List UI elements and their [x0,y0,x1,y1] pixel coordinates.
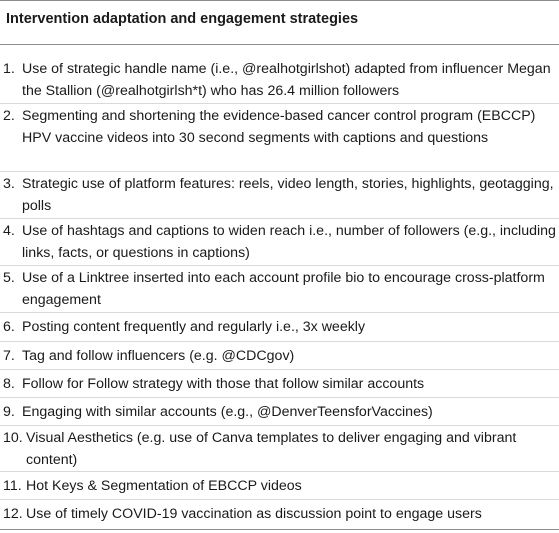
table-row [0,219,559,263]
table-row [0,472,559,494]
item-number: 3. [3,176,15,192]
item-number: 2. [3,108,15,124]
item-number: 11. [3,478,22,494]
item-text: Segmenting and shortening the evidence-based cancer control program (EBCCP) HPV vaccine videos into 30 second segments with captions and questions [22,108,536,146]
item-number: 5. [3,270,15,286]
item-text: Posting content frequently and regularly i.e., 3x weekly [22,319,366,335]
table-bottom-rule [0,529,559,530]
item-text: Strategic use of platform features: reels, video length, stories, highlights, geotagging, polls [22,176,554,214]
table-row [0,370,559,392]
table-row [0,313,559,335]
table-header [0,0,559,45]
item-number: 7. [3,348,15,364]
table-row [0,266,559,310]
item-text: Engaging with similar accounts (e.g., @DenverTeensforVaccines) [22,404,433,420]
item-number: 4. [3,223,15,239]
item-text: Visual Aesthetics (e.g. use of Canva templates to deliver engaging and vibrant content) [26,430,517,468]
table-header-label: Intervention adaptation and engagement strategies [6,11,359,27]
table-row [0,58,559,102]
table-row [0,172,559,216]
item-number: 9. [3,404,15,420]
item-number: 6. [3,319,15,335]
item-text: Use of a Linktree inserted into each account profile bio to encourage cross-platform engagement [22,270,545,308]
item-text: Use of strategic handle name (i.e., @realhotgirlshot) adapted from influencer Megan the Stallion (@realhotgirlsh*t) who has 26.4 million followers [22,61,551,99]
item-number: 1. [3,61,15,77]
item-text: Use of timely COVID-19 vaccination as discussion point to engage users [26,506,482,522]
item-number: 12. [3,506,23,522]
item-text: Use of hashtags and captions to widen reach i.e., number of followers (e.g., including links, facts, or questions in captions) [22,223,556,261]
table-row [0,500,559,522]
item-text: Tag and follow influencers (e.g. @CDCgov) [22,348,295,364]
table-row [0,398,559,420]
item-number: 8. [3,376,15,392]
table-row [0,342,559,364]
table-row [0,104,559,170]
item-text: Follow for Follow strategy with those that follow similar accounts [22,376,425,392]
table-row [0,426,559,470]
item-text: Hot Keys & Segmentation of EBCCP videos [26,478,302,494]
item-number: 10. [3,430,23,446]
